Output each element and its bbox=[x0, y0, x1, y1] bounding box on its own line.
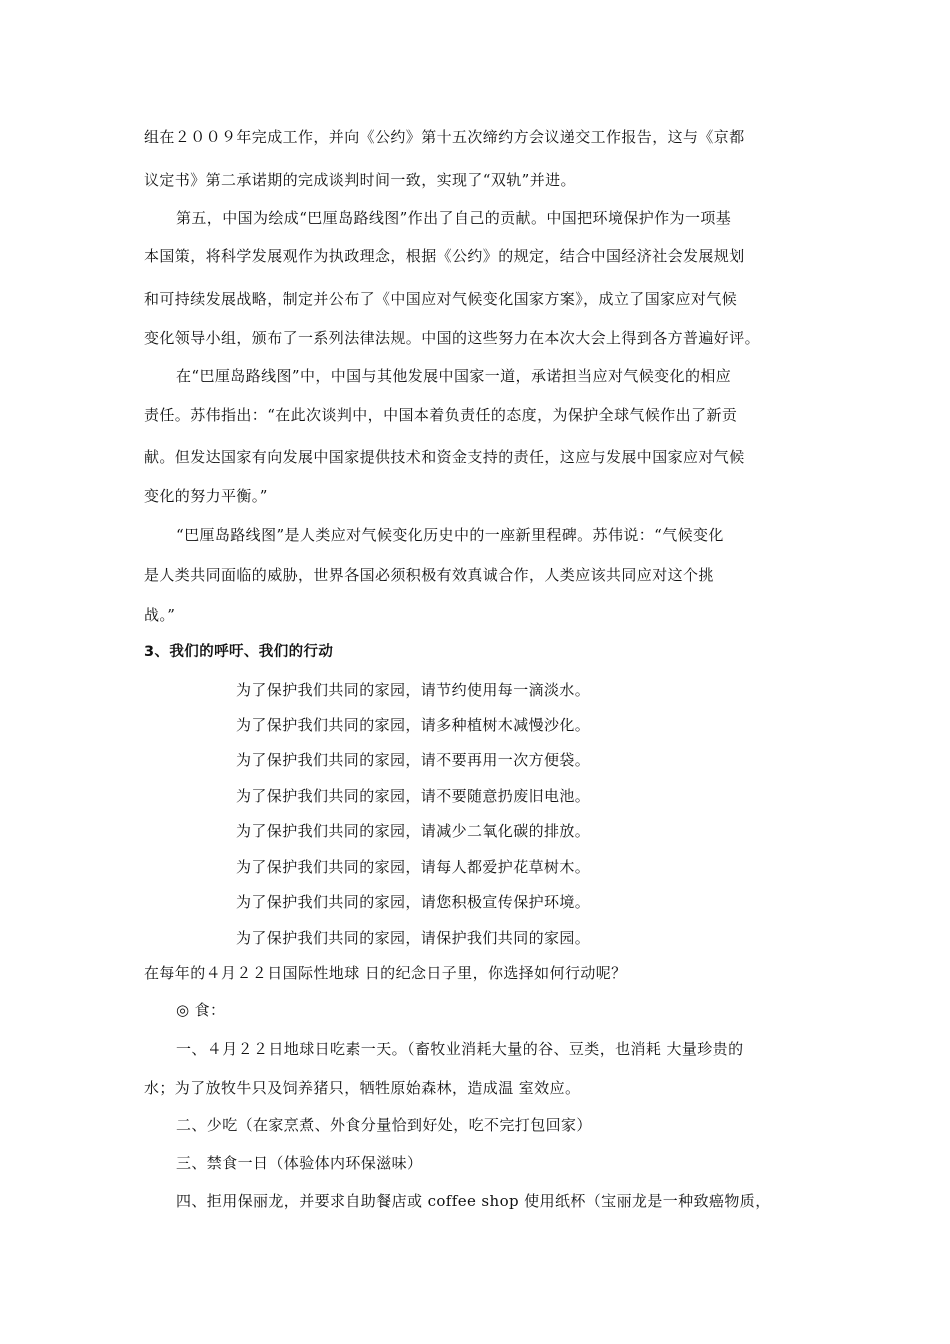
paragraph-3-line-3: 献。但发达国家有向发展中国家提供技术和资金支持的责任，这应与发展中国家应对气候 bbox=[144, 448, 745, 466]
appeal-line: 为了保护我们共同的家园，请每人都爱护花草树木。 bbox=[236, 858, 591, 876]
appeal-line: 为了保护我们共同的家园，请不要随意扔废旧电池。 bbox=[236, 787, 591, 805]
paragraph-4-line-3: 战。” bbox=[144, 606, 176, 624]
paragraph-3-line-2: 责任。苏伟指出：“在此次谈判中，中国本着负责任的态度，为保护全球气候作出了新贡 bbox=[144, 406, 738, 424]
paragraph-2-line-3: 和可持续发展战略，制定并公布了《中国应对气候变化国家方案》，成立了国家应对气候 bbox=[144, 290, 738, 308]
item-1-line-2: 水；为了放牧牛只及饲养猪只，牺牲原始森林，造成温 室效应。 bbox=[144, 1079, 581, 1097]
paragraph-2-line-2: 本国策，将科学发展观作为执政理念，根据《公约》的规定，结合中国经济社会发展规划 bbox=[144, 247, 745, 265]
appeal-line: 为了保护我们共同的家园，请您积极宣传保护环境。 bbox=[236, 893, 591, 911]
section-heading: 3、我们的呼吁、我们的行动 bbox=[144, 644, 334, 660]
appeal-line: 为了保护我们共同的家园，请不要再用一次方便袋。 bbox=[236, 751, 591, 769]
appeal-line: 为了保护我们共同的家园，请保护我们共同的家园。 bbox=[236, 929, 591, 947]
appeal-line: 为了保护我们共同的家园，请减少二氧化碳的排放。 bbox=[236, 822, 591, 840]
paragraph-2-line-4: 变化领导小组，颁布了一系列法律法规。中国的这些努力在本次大会上得到各方普遍好评。 bbox=[144, 329, 761, 347]
appeal-line: 为了保护我们共同的家园，请节约使用每一滴淡水。 bbox=[236, 681, 591, 699]
paragraph-1-line-2: 议定书》第二承诺期的完成谈判时间一致，实现了“双轨”并进。 bbox=[144, 171, 576, 189]
paragraph-2-line-1: 第五，中国为绘成“巴厘岛路线图”作出了自己的贡献。中国把环境保护作为一项基 bbox=[176, 209, 732, 227]
paragraph-3-line-1: 在“巴厘岛路线图”中，中国与其他发展中国家一道，承诺担当应对气候变化的相应 bbox=[176, 367, 732, 385]
item-3: 三、禁食一日（体验体内环保滋味） bbox=[176, 1154, 423, 1172]
item-4: 四、拒用保丽龙，并要求自助餐店或 coffee shop 使用纸杯（宝丽龙是一种致癌物质， bbox=[176, 1192, 771, 1210]
food-label: ◎ 食： bbox=[176, 1001, 226, 1019]
paragraph-4-line-2: 是人类共同面临的威胁，世界各国必须积极有效真诚合作，人类应该共同应对这个挑 bbox=[144, 566, 714, 584]
paragraph-3-line-4: 变化的努力平衡。” bbox=[144, 487, 268, 505]
item-1-line-1: 一、４月２２日地球日吃素一天。（畜牧业消耗大量的谷、豆类，也消耗 大量珍贵的 bbox=[176, 1040, 744, 1058]
paragraph-4-line-1: “巴厘岛路线图”是人类应对气候变化历史中的一座新里程碑。苏伟说：“气候变化 bbox=[176, 526, 724, 544]
earth-day-question: 在每年的４月２２日国际性地球 日的纪念日子里，你选择如何行动呢？ bbox=[144, 964, 627, 982]
item-2: 二、少吃（在家烹煮、外食分量恰到好处，吃不完打包回家） bbox=[176, 1116, 592, 1134]
paragraph-1-line-1: 组在２００９年完成工作，并向《公约》第十五次缔约方会议递交工作报告，这与《京都 bbox=[144, 128, 745, 146]
appeal-line: 为了保护我们共同的家园，请多种植树木减慢沙化。 bbox=[236, 716, 591, 734]
